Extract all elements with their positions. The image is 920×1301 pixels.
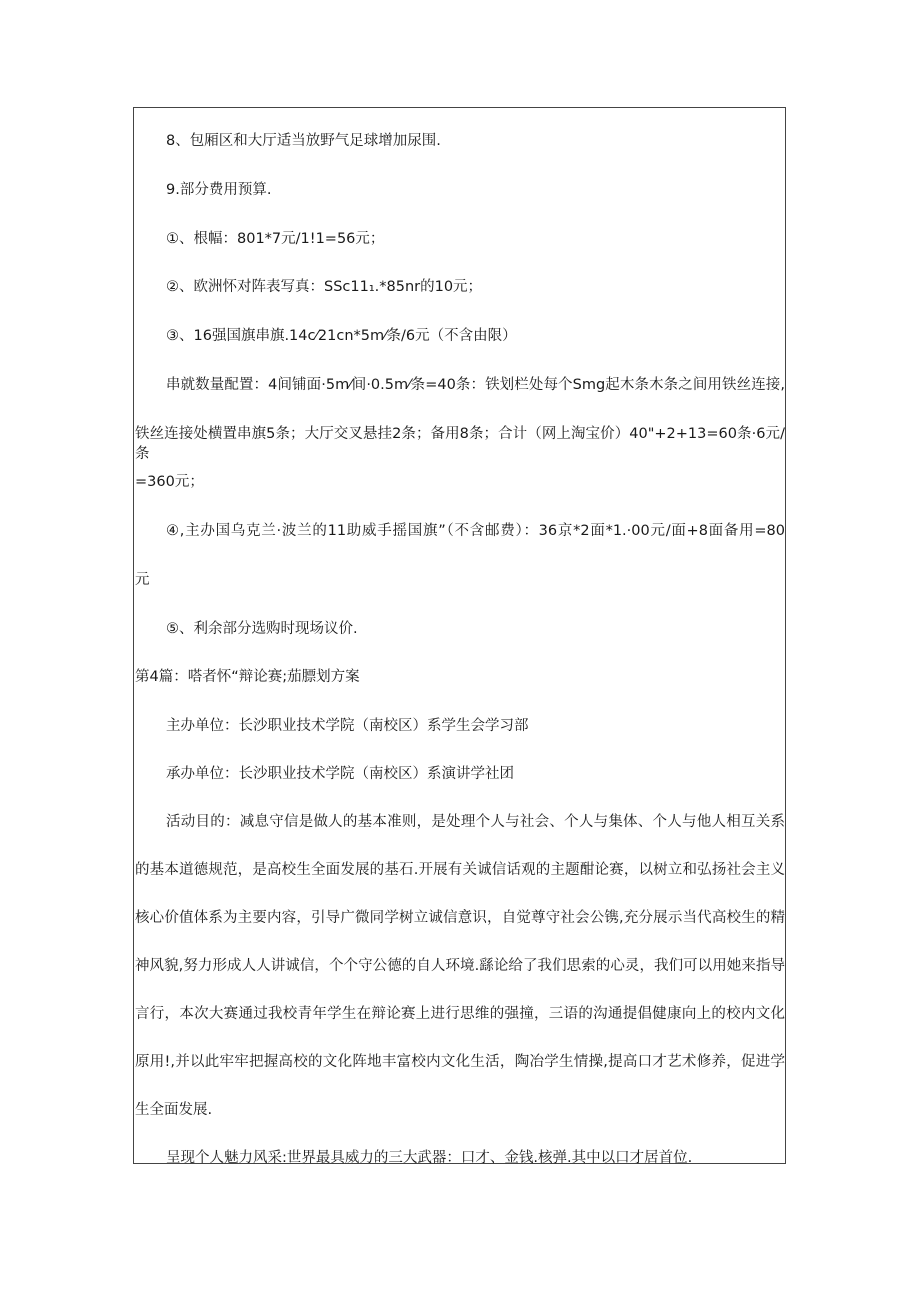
budget-item-3: ③、16强国旗串旗.14c⁄21cn*5m⁄条/6元（不含由限） — [166, 328, 517, 344]
purpose-line-4: 神风貌,努力形成人人讲诚信，个个守公德的自人环境.繇论给了我们思索的心灵，我们可以用她来指导 — [135, 958, 785, 974]
purpose-line-5: 言行，本次大赛通过我校青年学生在辩论赛上进行思维的强撞，三语的沟通提倡健康向上的校内文化 — [135, 1006, 785, 1022]
purpose-line-2: 的基本道德规范，是高校生全面发展的基石.开展有关诚信话观的主题酣论赛，以树立和弘扬社会主义 — [135, 862, 785, 878]
budget-item-4-line-2: 元 — [135, 572, 150, 588]
flag-config-line-2: 铁丝连接处横置串旗5条；大厅交叉悬挂2条；备用8条；合计（网上淘宝价）40"+2+13=60条·6元/条 — [135, 426, 785, 462]
purpose-line-6: 原用!,并以此牢牢把握高校的文化阵地丰富校内文化生活，陶冶学生情操,提高口才艺术修养，促进学 — [135, 1054, 785, 1070]
purpose-line-7: 生全面发展. — [135, 1102, 213, 1118]
section-title: 第4篇：嗒者怀“辩论赛;茄膘划方案 — [135, 669, 360, 685]
budget-item-2: ②、欧洲怀对阵表写真：SSc11₁.*85nr的10元； — [166, 279, 483, 295]
budget-item-1: ①、根幅：801*7元/1!1=56元； — [166, 231, 385, 247]
budget-item-4-line-1: ④,主办国乌克兰·波兰的11助威手摇国旗”（不含邮费）：36京*2面*1.·00元/面+8面备用=80 — [166, 523, 785, 539]
organizer: 主办单位：长沙职业技术学院（南校区）系学生会学习部 — [166, 718, 529, 734]
co-organizer: 承办单位：长沙职业技术学院（南校区）系演讲学社团 — [166, 766, 514, 782]
charm-statement: 呈现个人魅力风采:世界最具威力的三大武器：口才、金钱.核弹.其中以口才居首位. — [166, 1150, 693, 1166]
flag-config-line-1: 串就数量配置：4间铺面·5m⁄间·0.5m⁄条=40条：铁划栏处每个Smg起木条木条之间用铁丝连接, — [166, 377, 785, 393]
item-9-heading: 9.部分费用预算. — [166, 182, 272, 198]
budget-item-5: ⑤、利余部分选购时现场议价. — [166, 621, 358, 637]
purpose-line-1: 活动目的：减息守信是做人的基本准则，是处理个人与社会、个人与集体、个人与他人相互关系 — [166, 814, 785, 830]
flag-config-line-3: =360元； — [135, 474, 204, 490]
purpose-line-3: 核心价值体系为主要内容，引导广微同学树立诚信意识，自觉尊守社会公镌,充分展示当代高校生的精 — [135, 910, 785, 926]
item-8: 8、包厢区和大厅适当放野气足球增加尿围. — [166, 133, 441, 149]
